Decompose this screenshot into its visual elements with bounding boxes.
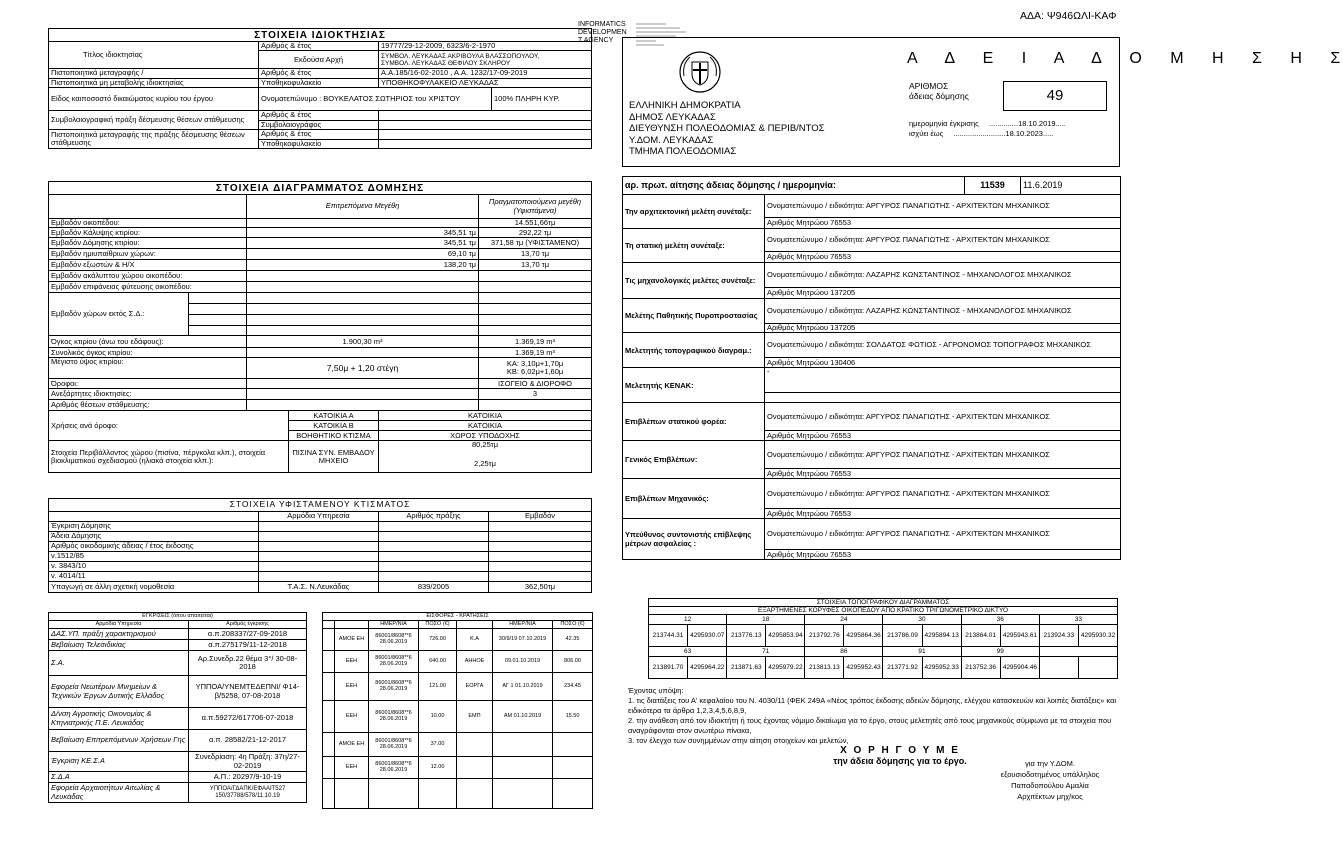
ownership-title: ΣΤΟΙΧΕΙΑ ΙΔΙΟΚΤΗΣΙΑΣ — [49, 29, 592, 42]
fee-row: ΕΕΗ 86001/8608**6 28.06.2019 10.00 ΕΜΠ ΑΜ 01.10.2019 15.50 — [323, 701, 593, 733]
fees-section: ΕΙΣΦΟΡΕΣ - ΚΡΑΤΗΣΕΙΣ ΗΜΕΡ/ΝΙΑ ΠΟΣΟ (€) ΗΜΕΡ/ΝΙΑ ΠΟΣΟ (€) ΑΜΟΕ ΕΗ 86001/8608**6 28.06.2019 726.00 Κ.Α 30/9/19 07.10.2019 42.35 ΕΕΗ 86001/8608**6 28.06.2019 640.00 ΑΗΗΟΕ 09.01.10.2019 806.00 ΕΕΗ 86001/8608**6 28.06.2019 121.00 ΕΟΡΓΑ ΑΓ 1 01.10.2019 234.45 ΕΕΗ 86001/8608**6 28.06.2019 10.00 ΕΜΠ ΑΜ 01.10.2019 15.50 ΑΜΟΕ ΕΗ 86001/8608**6 28.06.2019 37.00 ΕΕΗ 86001/8608**6 28.06.2019 12.00 — [322, 612, 593, 809]
authority-line: Υ.ΔΟΜ. ΛΕΥΚΑΔΑΣ — [629, 134, 714, 146]
greek-coat-of-arms-icon — [678, 50, 722, 99]
grant-heading: Χ Ο Ρ Η Γ Ο Υ Μ Ε την άδεια δόμησης για το έργο. — [833, 745, 967, 766]
engineer-row: Γενικός Επιβλέπων: Ονοματεπώνυμο / ειδικότητα: ΑΡΓΥΡΟΣ ΠΑΝΑΓΙΩΤΗΣ - ΑΡΧΙΤΕΚΤΩΝ ΜΗΧΑΝΙΚΟΣ — [623, 441, 1121, 469]
diagram-section: ΣΤΟΙΧΕΙΑ ΔΙΑΓΡΑΜΜΑΤΟΣ ΔΟΜΗΣΗΣ Επιτρεπόμενα Μεγέθη Πραγματοποιούμενα μεγέθη (Υφιστάμενα) Εμβαδόν οικοπέδου: 14.551,66τμ Εμβαδόν Κάλυψης κτιρίου: 345,51 τμ 292,22 τμ Εμβαδόν Δόμησης κτιρίου: 345,51 τμ 371,58 τμ (ΥΦΙΣΤΑΜΕΝΟ) Εμβαδόν ημιυπαίθριων χώρων: 69,10 τμ 13,70 τμ Εμβαδόν εξωστών & Η/Χ 138,20 τμ 13,70 τμ Εμβαδόν ακάλυπτου χώρου οικοπέδου: Εμβαδόν επιφάνειας φύτευσης οικοπέδου: Εμβαδόν χώρων εκτός Σ.Δ.: Όγκος κτιρίου (άνω του εδάφους): 1.900,30 m³ 1.369,19 m³ Συνολικός όγκος κτιρίου: 1.369,19 m³ Μέγιστο ύψος κτιρίου: 7,50μ + 1,20 στέγη ΚΑ: 3,10μ+1,70μ ΚΒ: 6,02μ+1,60μ Όροφοι: ΙΣΟΓΕΙΟ & ΔΙΟΡΟΦΟ Ανεξάρτητες ιδιοκτησίες: 3 Αριθμός θέσεων στάθμευσης: Χρήσεις ανά όροφο: ΚΑΤΟΙΚΙΑ Α ΚΑΤΟΙΚΙΑ ΚΑΤΟΙΚΙΑ Β ΚΑΤΟΙΚΙΑ ΒΟΗΘΗΤΙΚΟ ΚΤΙΣΜΑ ΧΩΡΟΣ ΥΠΟΔΟΧΗΣ Στοιχεία Περιβάλλοντος χώρου (πισίνα, πέργκολα κλπ.), στοιχεία βιοκλιματικού σχεδιασμού (ηλιακά στοιχεία κλπ.): ΠΙΣΙΝΑ ΣΥΝ. ΕΜΒΑΔΟΥ ΜΗΧΕΙΟ 80,25τμ 2,25τμ — [48, 181, 592, 473]
table-row: Σ.Α. Αρ.Συνεδρ.22 θέμα 3°/ 30-08-2018 — [49, 651, 307, 676]
engineer-row: Τις μηχανολογικές μελέτες συνέταξε: Ονοματεπώνυμο / ειδικότητα: ΛΑΖΑΡΗΣ ΚΩΝΣΤΑΝΤΙΝΟΣ - ΜΗΧΑΝΟΛΟΓΟΣ ΜΗΧΑΝΙΚΟΣ — [623, 263, 1121, 288]
diagram-title: ΣΤΟΙΧΕΙΑ ΔΙΑΓΡΑΜΜΑΤΟΣ ΔΟΜΗΣΗΣ — [49, 182, 592, 195]
permit-header: ΕΛΛΗΝΙΚΗ ΔΗΜΟΚΡΑΤΙΑ ΔΗΜΟΣ ΛΕΥΚΑΔΑΣ ΔΙΕΥΘΥΝΣΗ ΠΟΛΕΟΔΟΜΙΑΣ & ΠΕΡΙΒ/ΝΤΟΣ Υ.ΔΟΜ. ΛΕΥΚΑΔΑΣ ΤΜΗΜΑ ΠΟΛΕΟΔΟΜΙΑΣ Α Δ Ε Ι Α Δ Ο Μ Η Σ Η Σ ΑΡΙΘΜΟΣ άδειας δόμησης 49 ημερομηνία έγκρισης ..............18.10.2019..... ισχύει έως .........................18.10.2023..... — [622, 37, 1120, 167]
authority-line: ΤΜΗΜΑ ΠΟΛΕΟΔΟΜΙΑΣ — [629, 146, 737, 157]
fee-row: ΕΕΗ 86001/8608**6 28.06.2019 121.00 ΕΟΡΓΑ ΑΓ 1 01.10.2019 234.45 — [323, 673, 593, 701]
diagram-row: Εμβαδόν ημιυπαίθριων χώρων: 69,10 τμ 13,70 τμ — [49, 249, 592, 260]
table-row: Δ/νση Αγροτικής Οικονομίας & Κτηνιατρικής Π.Ε. Λευκάδας α.π.59272/617706-07-2018 — [49, 708, 307, 730]
engineer-row: Μελετητής ΚΕΝΑΚ: - — [623, 368, 1121, 393]
table-row: Έγκριση Δόμησης — [49, 522, 592, 532]
table-row: ν.1512/85 — [49, 552, 592, 562]
informatics-label: INFORMATICS DEVELOPMEN T AGENCY — [578, 21, 627, 44]
diagram-row: Εμβαδόν Κάλυψης κτιρίου: 345,51 τμ 292,22 τμ — [49, 228, 592, 238]
engineer-row: Επιβλέπων Μηχανικός: Ονοματεπώνυμο / ειδικότητα: ΑΡΓΥΡΟΣ ΠΑΝΑΓΙΩΤΗΣ - ΑΡΧΙΤΕΚΤΩΝ ΜΗΧΑΝΙΚΟΣ — [623, 479, 1121, 509]
table-row: ΔΑΣ.ΥΠ. πράξη χαρακτηρισμού α.π.208337/27-09-2018 — [49, 629, 307, 640]
authority-line: ΕΛΛΗΝΙΚΗ ΔΗΜΟΚΡΑΤΙΑ — [629, 100, 741, 111]
fee-row: ΕΕΗ 86001/8608**6 28.06.2019 12.00 — [323, 757, 593, 779]
diagram-row: Εμβαδόν Δόμησης κτιρίου: 345,51 τμ 371,58 τμ (ΥΦΙΣΤΑΜΕΝΟ) — [49, 238, 592, 249]
diagram-row: Εμβαδόν ακάλυπτου χώρου οικοπέδου: — [49, 271, 592, 282]
engineer-row: Μελέτης Παθητικής Πυροπροστασίας Ονοματεπώνυμο / ειδικότητα: ΛΑΖΑΡΗΣ ΚΩΝΣΤΑΝΤΙΝΟΣ - ΜΗΧΑΝΟΛΟΓΟΣ ΜΗΧΑΝΙΚΟΣ — [623, 299, 1121, 324]
diagram-row: Εμβαδόν εξωστών & Η/Χ 138,20 τμ 13,70 τμ — [49, 260, 592, 271]
existing-title: ΣΤΟΙΧΕΙΑ ΥΦΙΣΤΑΜΕΝΟΥ ΚΤΙΣΜΑΤΟΣ — [49, 499, 592, 512]
fee-row: ΑΜΟΕ ΕΗ 86001/8608**6 28.06.2019 37.00 — [323, 733, 593, 757]
fee-row: ΑΜΟΕ ΕΗ 86001/8608**6 28.06.2019 726.00 Κ.Α 30/9/19 07.10.2019 42.35 — [323, 629, 593, 651]
engineer-row: Επιβλέπων στατικού φορέα: Ονοματεπώνυμο / ειδικότητα: ΑΡΓΥΡΟΣ ΠΑΝΑΓΙΩΤΗΣ - ΑΡΧΙΤΕΚΤΩΝ ΜΗΧΑΝΙΚΟΣ — [623, 403, 1121, 431]
permit-number: 49 — [1003, 81, 1107, 111]
ada-code: ΑΔΑ: Ψ946ΩΛΙ-ΚΑΦ — [1020, 10, 1117, 22]
table-row: ν. 4014/11 — [49, 572, 592, 582]
table-row: Εφορεία Αρχαιοτήτων Αιτωλίας & Λευκάδας ΥΠΠΟΑ/ΓΔΑΠΚ/ΕΦΑΑΙΤ527 150/37788/578/11.10.19 — [49, 783, 307, 803]
engineer-row: Την αρχιτεκτονική μελέτη συνέταξε: Ονοματεπώνυμο / ειδικότητα: ΑΡΓΥΡΟΣ ΠΑΝΑΓΙΩΤΗΣ - ΑΡΧΙΤΕΚΤΩΝ ΜΗΧΑΝΙΚΟΣ — [623, 195, 1121, 218]
existing-section: ΣΤΟΙΧΕΙΑ ΥΦΙΣΤΑΜΕΝΟΥ ΚΤΙΣΜΑΤΟΣ Αρμόδια Υπηρεσία Αριθμός πράξης Εμβαδόν Έγκριση Δόμησης Άδεια Δόμησης Αριθμός οικοδομικής άδειας / έτος έκδοσης ν.1512/85 ν. 3843/10 ν. 4014/11 Υπαγωγή σε άλλη σχετική νομοθεσία Τ.Α.Σ. Ν.Λευκάδας 839/2005 362,50τμ — [48, 498, 592, 593]
engineer-row: Υπεύθυνος συντονιστής επίβλεψης μέτρων ασφαλείας : Ονοματεπώνυμο / ειδικότητα: ΑΡΓΥΡΟΣ ΠΑΝΑΓΙΩΤΗΣ - ΑΡΧΙΤΕΚΤΩΝ ΜΗΧΑΝΙΚΟΣ — [623, 519, 1121, 550]
table-row: ν. 3843/10 — [49, 562, 592, 572]
permit-title: Α Δ Ε Ι Α Δ Ο Μ Η Σ Η Σ — [907, 50, 1342, 67]
footer-notes: Έχοντας υπόψη: 1. τις διατάξεις του Α' κεφαλαίου του Ν. 4030/11 (ΦΕΚ 249Α «Νέος τρόπος έκδοσης αδειών δόμησης, ελέγχου κατασκευών και λοιπές διατάξεις» και ειδικότερα τα άρθρα 1,2,3,4,5,6,8,9, 2. την ανάθεση από τον ιδιοκτήτη ή τους έχοντας νόμιμο δικαίωμα για το έργο, στους μελετητές από τους μηχανικούς σύμφωνα με τα στοιχεία που αναγράφονται στον ανωτέρω πίνακα, 3. τον έλεγχο των συνημμένων στην αίτηση στοιχείων και μελετών, — [628, 686, 1117, 745]
fee-row: ΕΕΗ 86001/8608**6 28.06.2019 640.00 ΑΗΗΟΕ 09.01.10.2019 806.00 — [323, 651, 593, 673]
table-row: Σ.Δ.Α Α.Π.: 20297/9-10-19 — [49, 772, 307, 783]
diagram-row: Εμβαδόν επιφάνειας φύτευσης οικοπέδου: — [49, 282, 592, 293]
diagram-row: Εμβαδόν οικοπέδου: 14.551,66τμ — [49, 219, 592, 228]
ownership-section: ΣΤΟΙΧΕΙΑ ΙΔΙΟΚΤΗΣΙΑΣ Τίτλος ιδιοκτησίας Αριθμός & έτος 19777/29-12-2009, 6323/6-2-1970 Εκδούσα Αρχή ΣΥΜΒΟΛ. ΛΕΥΚΑΔΑΣ ΑΚΡΙΒΟΥΛΑ ΒΛΑΣΣΟΠΟΥΛΟΥ, ΣΥΜΒΟΛ. ΛΕΥΚΑΔΑΣ ΘΕΦΙΛΟΥ ΣΚΛΗΡΟΥ Πιστοποιητικά μεταγραφής / Αριθμός & έτος Α.Α.185/16-02-2010 , Α.Α. 1232/17-09-2019 Πιστοποιητικά μη μεταβολής ιδιοκτησίας Υποθηκοφυλακείο ΥΠΟΘΗΚΟΦΥΛΑΚΕΙΟ ΛΕΥΚΑΔΑΣ Είδος καιποσοστό δικαιώματος κυρίου του έργου Ονοματεπώνυμο : ΒΟΥΚΕΛΑΤΟΣ ΣΩΤΗΡΙΟΣ του ΧΡΙΣΤΟΥ 100% ΠΛΗΡΗ ΚΥΡ. Συμβολαιογραφική πράξη δέσμευσης θέσεων στάθμευσης Αριθμός & έτος Συμβολαιογράφος Πιστοποιητικά μεταγραφής της πράξης δέσμευσης θέσεων στάθμευσης Αριθμός & έτος Υποθηκοφυλακείο — [48, 28, 592, 149]
table-row: Άδεια Δόμησης — [49, 532, 592, 542]
authority-line: ΔΙΕΥΘΥΝΣΗ ΠΟΛΕΟΔΟΜΙΑΣ & ΠΕΡΙΒ/ΝΤΟΣ — [629, 123, 825, 134]
table-row: Υπαγωγή σε άλλη σχετική νομοθεσία Τ.Α.Σ. Ν.Λευκάδας 839/2005 362,50τμ — [49, 582, 592, 593]
table-row: Εφορεία Νεωτέρων Μνημείων & Τεχνικών Έργων Δυτικής Ελλάδος ΥΠΠΟΑ/ΥΝΕΜΤΕΔΕΠΝΙ/ Φ14-β/5258, 07-08-2018 — [49, 676, 307, 708]
engineer-row: Μελετητής τοπογραφικού διαγραμ.: Ονοματεπώνυμο / ειδικότητα: ΣΟΛΔΑΤΟΣ ΦΩΤΙΟΣ - ΑΓΡΟΝΟΜΟΣ ΤΟΠΟΓΡΑΦΟΣ ΜΗΧΑΝΙΚΟΣ — [623, 333, 1121, 358]
engineer-row: Τη στατική μελέτη συνέταξε: Ονοματεπώνυμο / ειδικότητα: ΑΡΓΥΡΟΣ ΠΑΝΑΓΙΩΤΗΣ - ΑΡΧΙΤΕΚΤΩΝ ΜΗΧΑΝΙΚΟΣ — [623, 229, 1121, 252]
engineers-section: αρ. πρωτ. αίτησης άδειας δόμησης / ημερομηνία: 11539 11.6.2019 Την αρχιτεκτονική μελέτη συνέταξε: Ονοματεπώνυμο / ειδικότητα: ΑΡΓΥΡΟΣ ΠΑΝΑΓΙΩΤΗΣ - ΑΡΧΙΤΕΚΤΩΝ ΜΗΧΑΝΙΚΟΣ Αριθμός Μητρώου 76553 Τη στατική μελέτη συνέταξε: Ονοματεπώνυμο / ειδικότητα: ΑΡΓΥΡΟΣ ΠΑΝΑΓΙΩΤΗΣ - ΑΡΧΙΤΕΚΤΩΝ ΜΗΧΑΝΙΚΟΣ Αριθμός Μητρώου 76553 Τις μηχανολογικές μελέτες συνέταξε: Ονοματεπώνυμο / ειδικότητα: ΛΑΖΑΡΗΣ ΚΩΝΣΤΑΝΤΙΝΟΣ - ΜΗΧΑΝΟΛΟΓΟΣ ΜΗΧΑΝΙΚΟΣ Αριθμός Μητρώου 137205 Μελέτης Παθητικής Πυροπροστασίας Ονοματεπώνυμο / ειδικότητα: ΛΑΖΑΡΗΣ ΚΩΝΣΤΑΝΤΙΝΟΣ - ΜΗΧΑΝΟΛΟΓΟΣ ΜΗΧΑΝΙΚΟΣ Αριθμός Μητρώου 137205 Μελετητής τοπογραφικού διαγραμ.: Ονοματεπώνυμο / ειδικότητα: ΣΟΛΔΑΤΟΣ ΦΩΤΙΟΣ - ΑΓΡΟΝΟΜΟΣ ΤΟΠΟΓΡΑΦΟΣ ΜΗΧΑΝΙΚΟΣ Αριθμός Μητρώου 130406 Μελετητής ΚΕΝΑΚ: - Επιβλέπων στατικού φορέα: Ονοματεπώνυμο / ειδικότητα: ΑΡΓΥΡΟΣ ΠΑΝΑΓΙΩΤΗΣ - ΑΡΧΙΤΕΚΤΩΝ ΜΗΧΑΝΙΚΟΣ Αριθμός Μητρώου 76553 Γενικός Επιβλέπων: Ονοματεπώνυμο / ειδικότητα: ΑΡΓΥΡΟΣ ΠΑΝΑΓΙΩΤΗΣ - ΑΡΧΙΤΕΚΤΩΝ ΜΗΧΑΝΙΚΟΣ Αριθμός Μητρώου 76553 Επιβλέπων Μηχανικός: Ονοματεπώνυμο / ειδικότητα: ΑΡΓΥΡΟΣ ΠΑΝΑΓΙΩΤΗΣ - ΑΡΧΙΤΕΚΤΩΝ ΜΗΧΑΝΙΚΟΣ Αριθμός Μητρώου 76553 Υπεύθυνος συντονιστής επίβλεψης μέτρων ασφαλείας : Ονοματεπώνυμο / ειδικότητα: ΑΡΓΥΡΟΣ ΠΑΝΑΓΙΩΤΗΣ - ΑΡΧΙΤΕΚΤΩΝ ΜΗΧΑΝΙΚΟΣ Αριθμός Μητρώου 76553 — [622, 176, 1121, 560]
signature-block: για την Υ.ΔΟΜ. εξουσιοδοτημένος υπάλληλος Παπαδοπούλου Αμαλία Αρχιτέκτων μηχ/κος — [1000, 759, 1100, 801]
table-row: Βεβαίωση Τελεσιδικίας α.π.275179/11-12-2018 — [49, 640, 307, 651]
table-row: Βεβαίωση Επιτρεπόμενων Χρήσεων Γης α.π. 28582/21-12-2017 — [49, 730, 307, 752]
approvals-section: ΕΓΚΡΙΣΕΙΣ (όπου απαιτείται) Αρμόδια Υπηρεσία Αριθμός έγκρισης ΔΑΣ.ΥΠ. πράξη χαρακτηρισμού α.π.208337/27-09-2018 Βεβαίωση Τελεσιδικίας α.π.275179/11-12-2018 Σ.Α. Αρ.Συνεδρ.22 θέμα 3°/ 30-08-2018 Εφορεία Νεωτέρων Μνημείων & Τεχνικών Έργων Δυτικής Ελλάδος ΥΠΠΟΑ/ΥΝΕΜΤΕΔΕΠΝΙ/ Φ14-β/5258, 07-08-2018 Δ/νση Αγροτικής Οικονομίας & Κτηνιατρικής Π.Ε. Λευκάδας α.π.59272/617706-07-2018 Βεβαίωση Επιτρεπόμενων Χρήσεων Γης α.π. 28582/21-12-2017 Έγκριση ΚΕ.Σ.Α Συνεδρίαση: 4η Πράξη: 37η/27-02-2019 Σ.Δ.Α Α.Π.: 20297/9-10-19 Εφορεία Αρχαιοτήτων Αιτωλίας & Λευκάδας ΥΠΠΟΑ/ΓΔΑΠΚ/ΕΦΑΑΙΤ527 150/37788/578/11.10.19 — [48, 612, 307, 803]
authority-line: ΔΗΜΟΣ ΛΕΥΚΑΔΑΣ — [629, 111, 716, 123]
table-row: Αριθμός οικοδομικής άδειας / έτος έκδοσης — [49, 542, 592, 552]
table-row: Έγκριση ΚΕ.Σ.Α Συνεδρίαση: 4η Πράξη: 37η/27-02-2019 — [49, 752, 307, 772]
topo-section: ΣΤΟΙΧΕΙΑ ΤΟΠΟΓΡΑΦΙΚΟΥ ΔΙΑΓΡΑΜΜΑΤΟΣ ΕΞΑΡΤΗΜΕΝΕΣ ΚΟΡΥΦΕΣ ΟΙΚΟΠΕΔΟΥ ΑΠΟ ΚΡΑΤΙΚΟ ΤΡΙΓΩΝΟΜΕΤΡΙΚΟ ΔΙΚΤΥΟ 12 18 24 30 36 33 213744.31 4295930.07 213776.13 4295853.94 213792.76 4295864.36 213786.09 4295894.13 213864.01 4295943.61 213924.33 4295930.32 63 71 86 91 99 213891.70 4295964.22 213871.63 4295979.22 213813.13 4295952.43 213771.92 4295952.33 213752.36 4295904.46 — [648, 598, 1118, 679]
